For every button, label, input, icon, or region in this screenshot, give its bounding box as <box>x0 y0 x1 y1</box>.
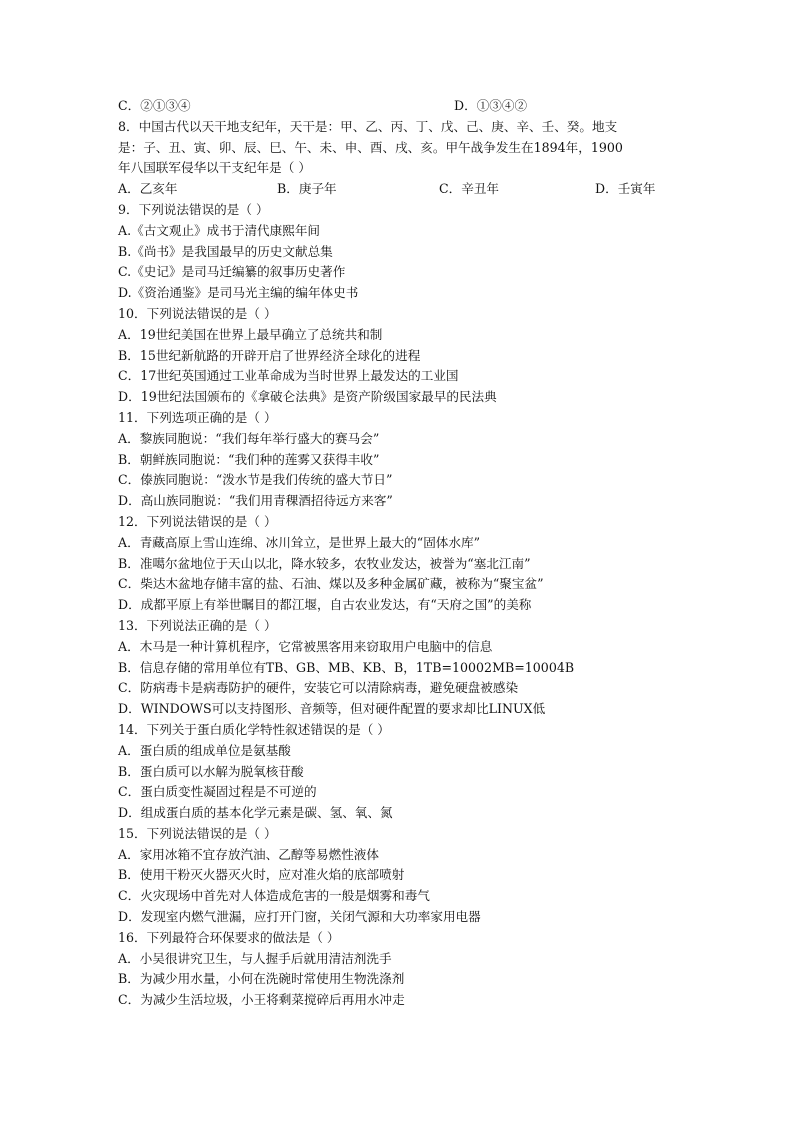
option-c: C．辛丑年 <box>439 181 500 197</box>
option-b: B．为减少用水量，小何在洗碗时常使用生物洗涤剂 <box>118 971 405 987</box>
question-8-stem-line-1: 8．中国古代以天干地支纪年，天干是：甲、乙、丙、丁、戊、己、庚、辛、壬、癸。地支 <box>118 118 618 134</box>
option-d: D．19世纪法国颁布的《拿破仑法典》是资产阶级国家最早的民法典 <box>118 389 497 405</box>
option-c: C．傣族同胞说：“泼水节是我们传统的盛大节日” <box>118 472 393 488</box>
option-b: B．庚子年 <box>277 181 337 197</box>
option-d: D.《资治通鉴》是司马光主编的编年体史书 <box>118 285 359 301</box>
question-10-stem: 10．下列说法错误的是（ ） <box>118 305 277 321</box>
option-c: C．蛋白质变性凝固过程是不可逆的 <box>118 784 317 800</box>
option-b: B．15世纪新航路的开辟开启了世界经济全球化的进程 <box>118 347 421 363</box>
question-12-stem: 12．下列说法错误的是（ ） <box>118 513 277 529</box>
q7-options-cd <box>118 96 678 117</box>
option-b: B．朝鲜族同胞说：“我们种的莲雾又获得丰收” <box>118 451 380 467</box>
option-d: D．WINDOWS可以支持图形、音频等，但对硬件配置的要求却比LINUX低 <box>118 701 546 717</box>
option-a: A.《古文观止》成书于清代康熙年间 <box>118 222 321 238</box>
option-b: B．使用干粉灭火器灭火时，应对准火焰的底部喷射 <box>118 867 405 883</box>
option-c: C.《史记》是司马迁编纂的叙事历史著作 <box>118 264 346 280</box>
option-d: D．组成蛋白质的基本化学元素是碳、氢、氧、氮 <box>118 805 393 821</box>
option-a: A．小吴很讲究卫生，与人握手后就用清洁剂洗手 <box>118 950 392 966</box>
option-d: D．①③④② <box>454 98 528 113</box>
question-14-stem: 14．下列关于蛋白质化学特性叙述错误的是（ ） <box>118 721 390 737</box>
option-b: B．准噶尔盆地位于天山以北，降水较多，农牧业发达，被誉为“塞北江南” <box>118 555 531 571</box>
option-c: C．②①③④ <box>118 98 191 113</box>
option-c: C．柴达木盆地存储丰富的盐、石油、煤以及多种金属矿藏，被称为“聚宝盆” <box>118 576 544 592</box>
option-a: A．蛋白质的组成单位是氨基酸 <box>118 742 291 758</box>
option-d: D．成都平原上有举世瞩目的都江堰，自古农业发达，有“天府之国”的美称 <box>118 597 532 613</box>
option-c: C．防病毒卡是病毒防护的硬件，安装它可以清除病毒，避免硬盘被感染 <box>118 680 519 696</box>
question-13-stem: 13．下列说法正确的是（ ） <box>118 617 277 633</box>
question-15-stem: 15．下列说法错误的是（ ） <box>118 825 277 841</box>
question-8-stem-line-3: 年八国联军侵华以干支纪年是（ ） <box>118 160 311 176</box>
option-c: C．火灾现场中首先对人体造成危害的一般是烟雾和毒气 <box>118 888 430 904</box>
question-8-stem-line-2: 是：子、丑、寅、卯、辰、巳、午、未、申、酉、戌、亥。甲午战争发生在1894年，1900 <box>118 139 623 155</box>
option-b: B.《尚书》是我国最早的历史文献总集 <box>118 243 333 259</box>
exam-page <box>118 96 678 1011</box>
option-d: D．高山族同胞说：“我们用青稞酒招待远方来客” <box>118 493 393 509</box>
option-b: B．蛋白质可以水解为脱氧核苷酸 <box>118 763 304 779</box>
option-a: A．木马是一种计算机程序，它常被黑客用来窃取用户电脑中的信息 <box>118 638 493 654</box>
option-a: A．19世纪美国在世界上最早确立了总统共和制 <box>118 326 383 342</box>
question-11-stem: 11．下列选项正确的是（ ） <box>118 409 277 425</box>
question-8-options <box>118 179 678 200</box>
option-a: A．家用冰箱不宜存放汽油、乙醇等易燃性液体 <box>118 846 379 862</box>
option-a: A．青藏高原上雪山连绵、冰川耸立，是世界上最大的“固体水库” <box>118 534 481 550</box>
question-9-stem: 9．下列说法错误的是（ ） <box>118 201 269 217</box>
option-d: D．壬寅年 <box>595 181 656 197</box>
option-a: A．黎族同胞说：“我们每年举行盛大的赛马会” <box>118 430 380 446</box>
option-d: D．发现室内燃气泄漏，应打开门窗，关闭气源和大功率家用电器 <box>118 909 481 925</box>
option-a: A．乙亥年 <box>118 181 178 197</box>
question-16-stem: 16．下列最符合环保要求的做法是（ ） <box>118 929 340 945</box>
option-c: C．为减少生活垃圾，小王将剩菜搅碎后再用水冲走 <box>118 992 405 1008</box>
option-c: C．17世纪英国通过工业革命成为当时世界上最发达的工业国 <box>118 368 459 384</box>
option-b: B．信息存储的常用单位有TB、GB、MB、KB、B，1TB=10002MB=10004B <box>118 659 575 675</box>
